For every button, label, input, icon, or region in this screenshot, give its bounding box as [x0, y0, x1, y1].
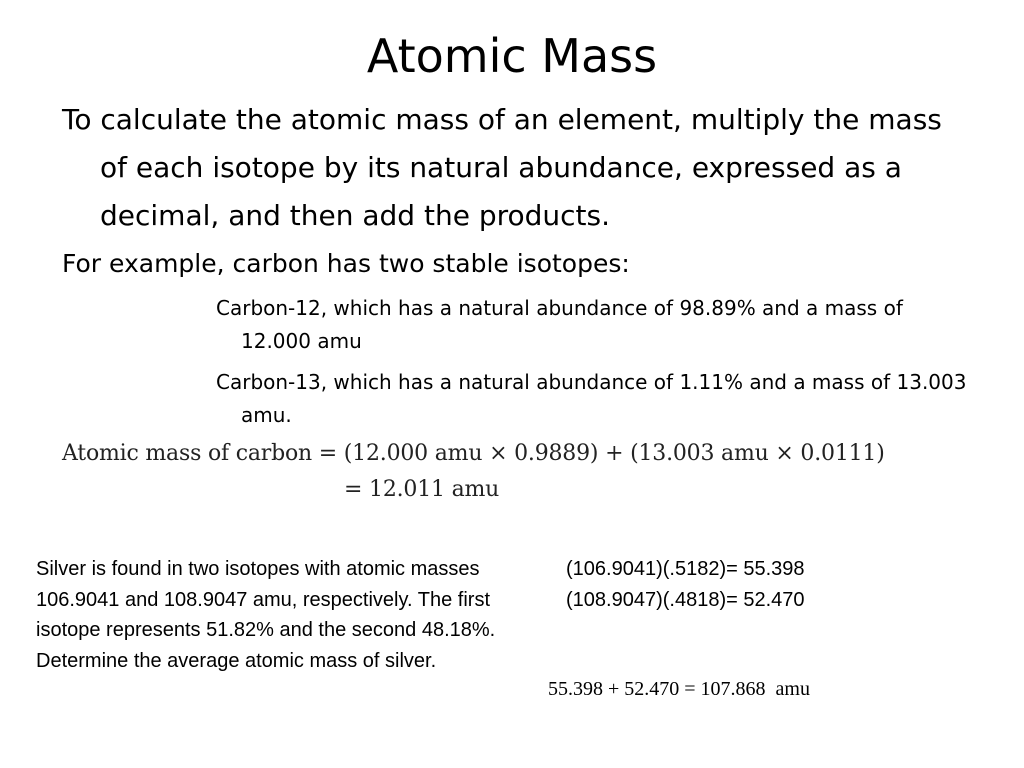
calculation-line-2: (108.9047)(.4818)= 52.470 — [566, 588, 805, 611]
intro-paragraph: To calculate the atomic mass of an element, multiply the mass of each isotope by its natural abundance, expressed as a decimal, and then add the products. — [62, 103, 942, 232]
isotope-carbon-12: Carbon-12, which has a natural abundance of 98.89% and a mass of 12.000 amu — [216, 296, 903, 353]
silver-problem-text: Silver is found in two isotopes with atomic masses 106.9041 and 108.9047 amu, respectively. The first isotope represents 51.82% and the second 48.18%. Determine the average atomic mass of silver. — [36, 558, 496, 672]
carbon-formula — [62, 436, 885, 508]
formula-line-1: Atomic mass of carbon = (12.000 amu × 0.9889) + (13.003 amu × 0.0111) — [62, 441, 885, 466]
slide-title: Atomic Mass — [366, 29, 658, 83]
isotope-carbon-13: Carbon-13, which has a natural abundance of 1.11% and a mass of 13.003 amu. — [216, 370, 967, 427]
silver-result: 55.398 + 52.470 = 107.868 amu — [548, 678, 810, 700]
silver-calculations — [566, 554, 805, 615]
formula-line-2: = 12.011 amu — [344, 477, 500, 502]
example-intro: For example, carbon has two stable isotopes: — [62, 249, 630, 278]
calculation-line-1: (106.9041)(.5182)= 55.398 — [566, 558, 805, 580]
